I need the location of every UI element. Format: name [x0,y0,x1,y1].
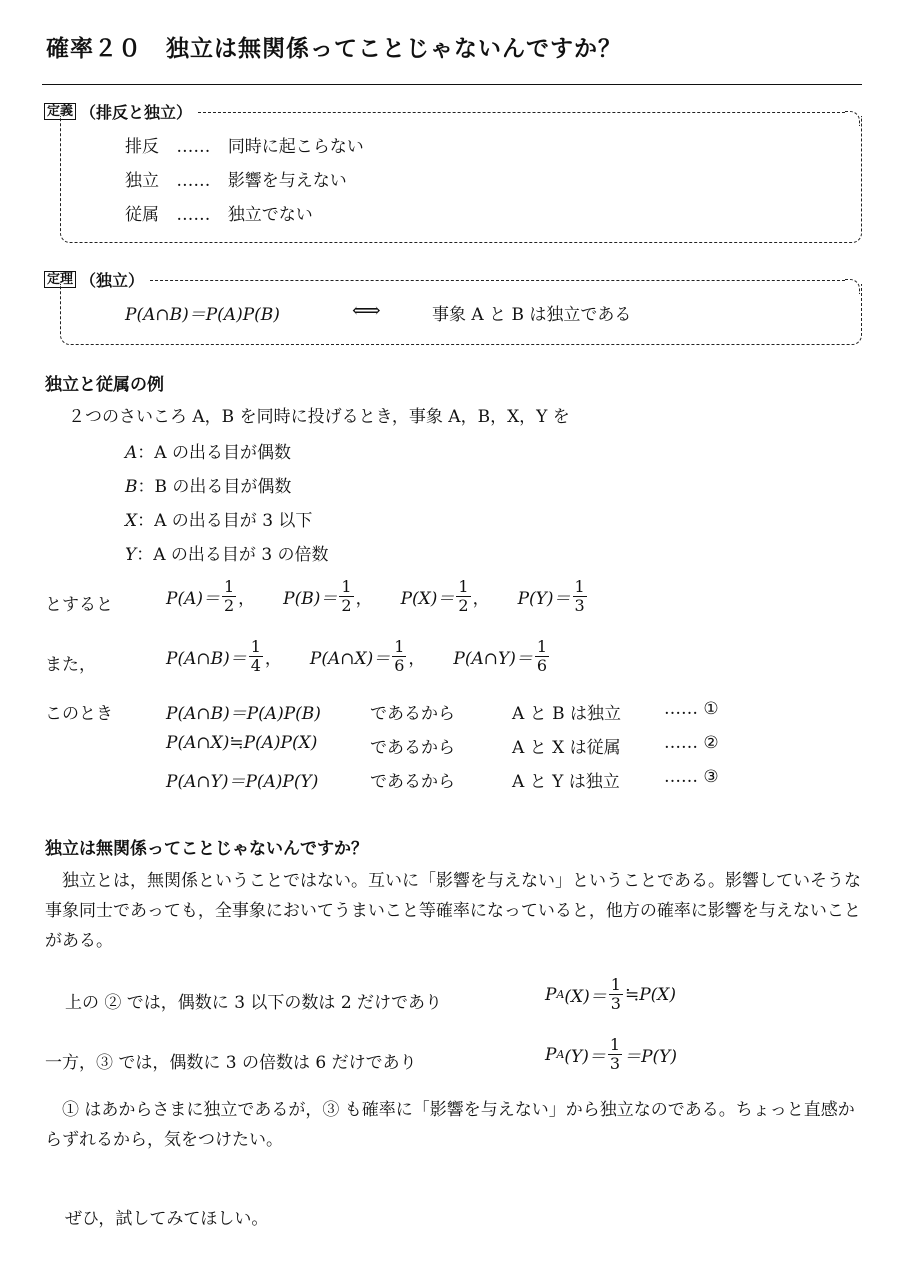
case-3-text: 一方，③ では，偶数に 3 の倍数は 6 だけであり [45,1053,417,1073]
theorem-statement: 事象 A と B は独立である [432,305,632,325]
case-2-text: 上の ② では，偶数に 3 以下の数は 2 だけであり [65,993,443,1013]
event-name: A [125,443,138,463]
event-desc: ：A の出る目が 3 の倍数 [136,545,329,565]
joint-sep: ， [264,649,282,669]
also-label: また， [45,655,96,675]
result-tail-2: であるから [370,738,455,758]
result-tail-1: であるから [370,704,455,724]
event-desc: ：A の出る目が 3 以下 [137,511,313,531]
event-desc: ：A の出る目が偶数 [137,443,291,463]
definition-row-2 [125,166,347,191]
definition-tag: 定義 [44,103,76,120]
prob-lhs: P(B)＝ [283,589,338,609]
cond-sub: A [556,988,565,1001]
def-term: 排反 [125,137,159,157]
joint-fraction: $\frac{1}{6}$ [394,637,405,675]
def-term: 従属 [125,205,159,225]
page-title: 確率２０ 独立は無関係ってことじゃないんですか？ [46,36,622,62]
definition-row-3 [125,200,313,225]
definition-heading: （排反と独立） [80,102,193,122]
event-x [125,506,312,531]
cond-arg: (Y)＝ [564,1047,606,1067]
joint-lhs: P(A∩Y)＝ [453,649,533,669]
result-concl-1: A と B は独立 [512,704,621,724]
event-desc: ：B の出る目が偶数 [137,477,292,497]
event-a [125,438,291,463]
result-mark-1: …… ① [664,699,719,719]
cond-arg: (X)＝ [564,987,607,1007]
def-desc: 同時に起こらない [227,137,364,157]
result-eq-2: P(A∩X)≒P(A)P(X) [166,733,318,753]
def-dots: …… [176,171,211,191]
cond-rhs: ≒P(X) [624,984,677,1005]
joint-lhs: P(A∩X)＝ [309,649,391,669]
discussion-heading: 独立は無関係ってことじゃないんですか？ [45,839,368,859]
result-eq-1: P(A∩B)＝P(A)P(B) [166,704,321,724]
prob-sep: ， [355,589,373,609]
result-concl-3: A と Y は独立 [512,772,620,792]
definition-dash [198,112,845,113]
prob-lhs: P(A)＝ [166,589,220,609]
theorem-tag: 定理 [44,271,76,288]
joint-fraction: $\frac{1}{6}$ [536,637,548,675]
event-name: Y [125,545,137,565]
event-b [125,472,291,497]
prob-lhs: P(X)＝ [400,589,455,609]
when-label: このとき [45,704,113,724]
joint-fraction: $\frac{1}{4}$ [250,637,261,675]
prob-lhs: P(Y)＝ [517,589,571,609]
joint-lhs: P(A∩B)＝ [166,649,247,669]
discussion-paragraph-2: ① はあからさまに独立であるが，③ も確率に「影響を与えない」から独立なのである。ちょっと直感からずれるから，気をつけたい。 [45,1100,855,1150]
title-rule [42,84,862,85]
cond-sub: A [556,1048,565,1061]
cond-rhs: ＝P(Y) [624,1047,678,1067]
def-desc: 影響を与えない [227,171,347,191]
result-mark-2: …… ② [664,733,719,753]
theorem-heading: （独立） [80,270,145,290]
result-tail-3: であるから [370,772,455,792]
def-dots: …… [176,205,211,225]
cond-fraction: $\frac{1}{3}$ [609,1035,621,1073]
iff-arrow: ⟺ [352,298,381,322]
event-name: B [125,477,138,497]
def-term: 独立 [125,171,159,191]
event-name: X [125,511,138,531]
result-mark-3: …… ③ [664,767,719,787]
def-dots: …… [176,137,211,157]
result-eq-3: P(A∩Y)＝P(A)P(Y) [166,772,319,792]
example-heading: 独立と従属の例 [45,375,164,395]
prob-fraction: $\frac{1}{2}$ [458,577,469,615]
closing-line: ぜひ，試してみてほしい。 [65,1209,269,1229]
joint-line [166,638,551,675]
result-concl-2: A と X は従属 [512,738,621,758]
prob-fraction: $\frac{1}{2}$ [223,577,235,615]
prob-fraction: $\frac{1}{2}$ [341,577,352,615]
discussion-paragraph-1: 独立とは，無関係ということではない。互いに「影響を与えない」ということである。影響していそうな事象同士であっても，全事象においてうまいこと等確率になっていると，他方の確率に影響を与えないことがある。 [45,871,861,951]
probabilities-line [166,578,589,615]
theorem-dash [150,280,845,281]
prob-fraction: $\frac{1}{3}$ [574,577,585,615]
case-2-formula [545,976,676,1013]
definition-row-1 [125,132,364,157]
event-y [125,540,329,565]
prob-sep: ， [238,589,256,609]
then-label: とすると [45,595,113,615]
cond-p: P [545,984,557,1005]
example-intro: ２つのさいころ A，B を同時に投げるとき，事象 A，B，X，Y を [68,407,570,427]
cond-fraction: $\frac{1}{3}$ [610,975,621,1013]
joint-sep: ， [408,649,426,669]
theorem-formula: P(A∩B)＝P(A)P(B) [125,305,280,325]
def-desc: 独立でない [227,205,313,225]
cond-p: P [545,1044,557,1065]
prob-sep: ， [472,589,490,609]
case-3-formula [545,1036,677,1073]
